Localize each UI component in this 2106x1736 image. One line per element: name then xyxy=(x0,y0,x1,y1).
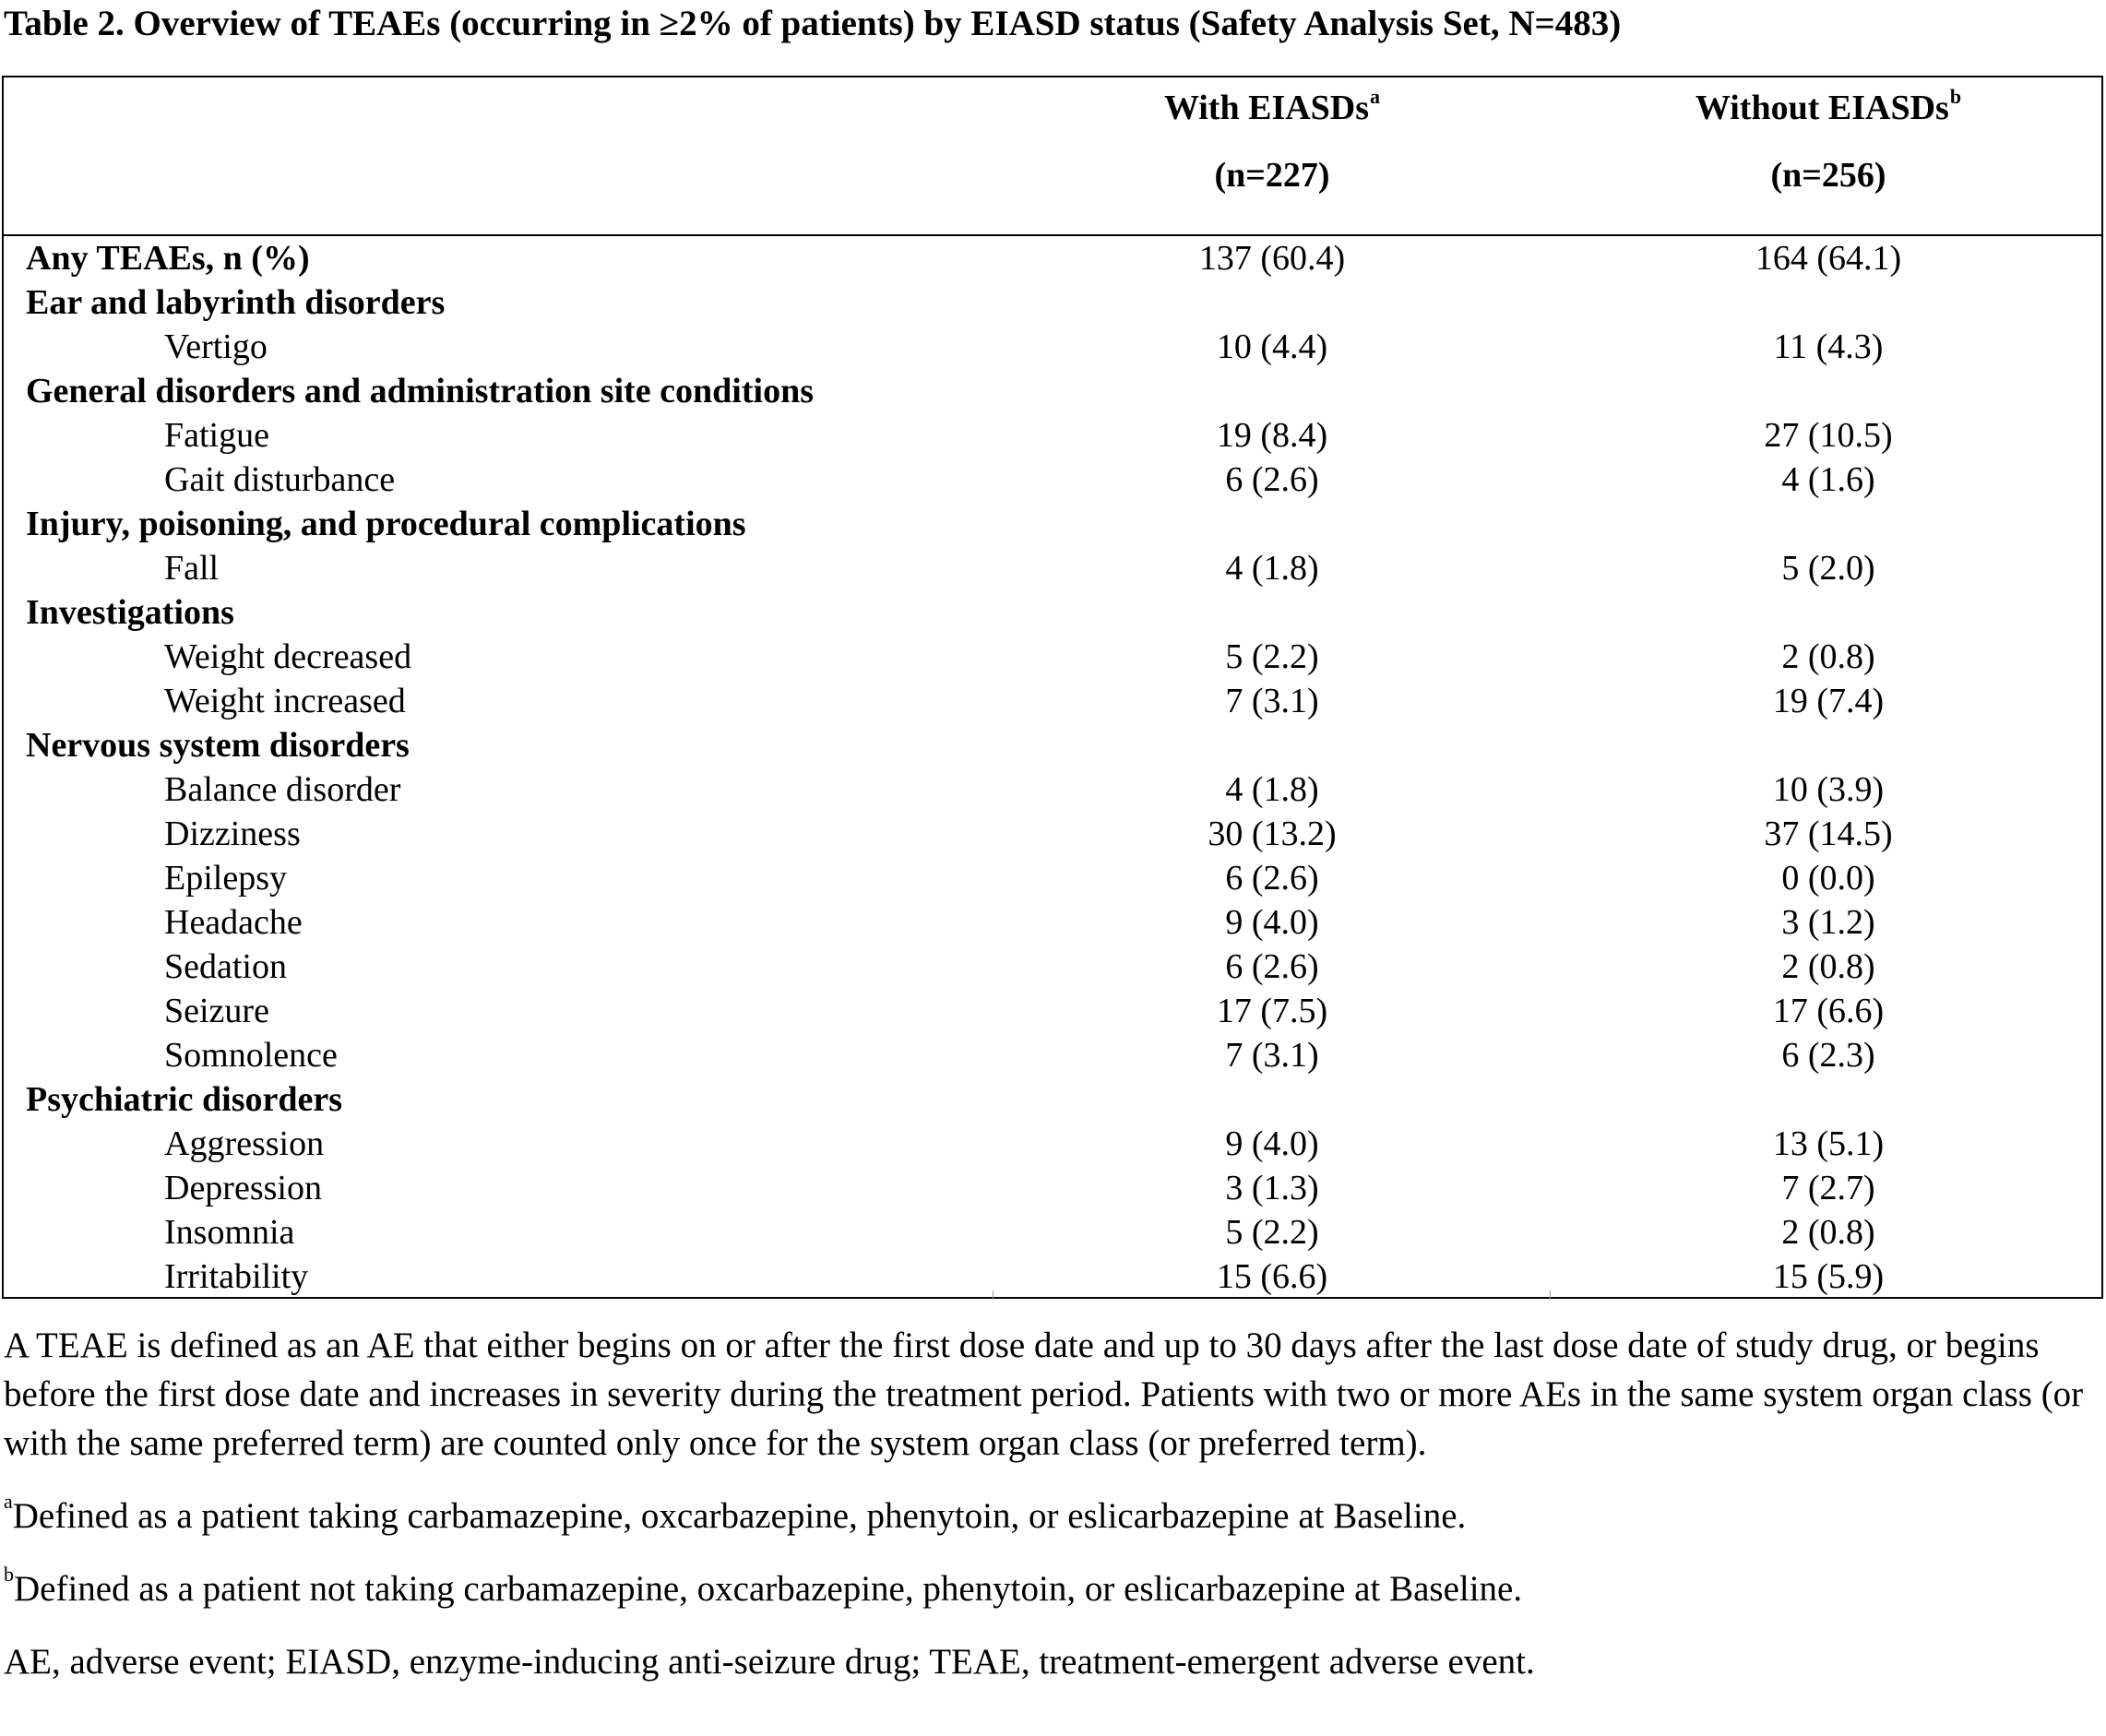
row-label: Insomnia xyxy=(164,1213,295,1252)
without-eiasds-value: 7 (2.7) xyxy=(1781,1169,1875,1207)
table-row xyxy=(4,1122,2101,1166)
with-eiasds-value: 6 (2.6) xyxy=(1225,460,1319,499)
with-eiasds-value: 4 (1.8) xyxy=(1225,549,1319,588)
table-title: Table 2. Overview of TEAEs (occurring in ≥2% of patients) by EIASD status (Safety Analysis Set, N=483) xyxy=(4,4,1622,43)
column-header-label: Without EIASDs$^b$ xyxy=(1695,85,1962,127)
with-eiasds-value: 17 (7.5) xyxy=(1216,992,1328,1030)
table-row xyxy=(4,1033,2101,1077)
with-eiasds-value: 4 (1.8) xyxy=(1225,770,1319,809)
with-eiasds-value: 5 (2.2) xyxy=(1225,1213,1319,1252)
row-label: Weight decreased xyxy=(164,637,412,676)
with-eiasds-value: 5 (2.2) xyxy=(1225,637,1319,676)
row-label: Investigations xyxy=(26,593,234,632)
table-row xyxy=(4,325,2101,369)
column-header-label: With EIASDs$^a$ xyxy=(1163,85,1381,127)
with-eiasds-value: 9 (4.0) xyxy=(1225,1124,1319,1163)
footnote-a: $^a$Defined as a patient taking carbamazepine, oxcarbazepine, phenytoin, or eslicarbazepine at Baseline. xyxy=(4,1490,1467,1536)
row-label: Ear and labyrinth disorders xyxy=(26,283,446,322)
table-row xyxy=(4,413,2101,458)
without-eiasds-value: 2 (0.8) xyxy=(1781,947,1875,986)
table-row xyxy=(4,635,2101,679)
row-label: Somnolence xyxy=(164,1036,338,1075)
column-header-n: (n=256) xyxy=(1770,156,1886,195)
row-label: Sedation xyxy=(164,947,287,986)
row-label: Headache xyxy=(164,903,303,942)
without-eiasds-value: 5 (2.0) xyxy=(1781,549,1875,588)
with-eiasds-value: 9 (4.0) xyxy=(1225,903,1319,942)
with-eiasds-value: 30 (13.2) xyxy=(1208,814,1337,853)
row-label: Seizure xyxy=(164,992,269,1030)
without-eiasds-value: 0 (0.0) xyxy=(1781,859,1875,898)
table-row xyxy=(4,945,2101,989)
row-label: Psychiatric disorders xyxy=(26,1080,343,1119)
row-label: Gait disturbance xyxy=(164,460,396,499)
without-eiasds-value: 27 (10.5) xyxy=(1764,416,1893,455)
table-row xyxy=(4,767,2101,812)
with-eiasds-value: 3 (1.3) xyxy=(1225,1169,1319,1207)
table-row xyxy=(4,546,2101,590)
row-label: Aggression xyxy=(164,1124,325,1163)
without-eiasds-value: 15 (5.9) xyxy=(1772,1257,1885,1296)
without-eiasds-value: 3 (1.2) xyxy=(1781,903,1875,942)
row-label: Fatigue xyxy=(164,416,269,455)
row-label: Any TEAEs, n (%) xyxy=(26,239,310,278)
column-header-n: (n=227) xyxy=(1214,156,1330,195)
row-label: Fall xyxy=(164,549,220,588)
table-row xyxy=(4,989,2101,1033)
table-row xyxy=(4,812,2101,856)
with-eiasds-value: 7 (3.1) xyxy=(1225,682,1319,720)
table-row xyxy=(4,458,2101,502)
with-eiasds-value: 19 (8.4) xyxy=(1216,416,1328,455)
column-header-without-eiasds xyxy=(1644,87,2013,196)
with-eiasds-value: 137 (60.4) xyxy=(1198,239,1346,278)
with-eiasds-value: 15 (6.6) xyxy=(1216,1257,1328,1296)
table-row xyxy=(4,1210,2101,1254)
without-eiasds-value: 13 (5.1) xyxy=(1772,1124,1885,1163)
without-eiasds-value: 37 (14.5) xyxy=(1764,814,1893,853)
row-label: Weight increased xyxy=(164,682,406,720)
without-eiasds-value: 11 (4.3) xyxy=(1773,327,1884,366)
abbreviations-note: AE, adverse event; EIASD, enzyme-inducing anti-seizure drug; TEAE, treatment-emergent adverse event. xyxy=(4,1642,1535,1682)
category-row xyxy=(4,1077,2101,1122)
without-eiasds-value: 2 (0.8) xyxy=(1781,1213,1875,1252)
with-eiasds-value: 7 (3.1) xyxy=(1225,1036,1319,1075)
without-eiasds-value: 17 (6.6) xyxy=(1772,992,1885,1030)
table-notes xyxy=(4,1321,2102,1686)
row-label: Nervous system disorders xyxy=(26,726,410,765)
without-eiasds-value: 164 (64.1) xyxy=(1755,239,1902,278)
category-row xyxy=(4,369,2101,413)
column-divider xyxy=(993,1290,994,1300)
without-eiasds-value: 4 (1.6) xyxy=(1781,460,1875,499)
footnote-b: $^b$Defined as a patient not taking carbamazepine, oxcarbazepine, phenytoin, or eslicarbazepine at Baseline. xyxy=(4,1563,1523,1609)
category-row xyxy=(4,280,2101,325)
row-label: Vertigo xyxy=(164,327,268,366)
category-row xyxy=(4,590,2101,635)
row-label: Depression xyxy=(164,1169,322,1207)
without-eiasds-value: 19 (7.4) xyxy=(1772,682,1885,720)
row-label: Balance disorder xyxy=(164,770,401,809)
row-label: Epilepsy xyxy=(164,859,287,898)
column-divider xyxy=(1550,1290,1551,1300)
row-label: General disorders and administration site conditions xyxy=(26,372,814,410)
without-eiasds-value: 6 (2.3) xyxy=(1781,1036,1875,1075)
category-row xyxy=(4,236,2101,280)
teae-table xyxy=(2,76,2103,1299)
with-eiasds-value: 10 (4.4) xyxy=(1216,327,1328,366)
table-row xyxy=(4,1166,2101,1210)
row-label: Dizziness xyxy=(164,814,301,853)
category-row xyxy=(4,723,2101,767)
without-eiasds-value: 2 (0.8) xyxy=(1781,637,1875,676)
with-eiasds-value: 6 (2.6) xyxy=(1225,947,1319,986)
without-eiasds-value: 10 (3.9) xyxy=(1772,770,1885,809)
row-label: Injury, poisoning, and procedural complications xyxy=(26,505,746,543)
table-row xyxy=(4,900,2101,945)
with-eiasds-value: 6 (2.6) xyxy=(1225,859,1319,898)
table-row xyxy=(4,856,2101,900)
table-row xyxy=(4,1254,2101,1299)
teae-definition-note: A TEAE is defined as an AE that either begins on or after the first dose date and up to 30 days after the last dose date of study drug, or begins before the first dose date and increases in severity during the treatment period. Patients with two or more AEs in the same system organ class (or with the same preferred term) are counted only once for the system organ class (or preferred term). xyxy=(4,1326,2084,1463)
row-label: Irritability xyxy=(164,1257,309,1296)
table-row xyxy=(4,679,2101,723)
column-header-with-eiasds xyxy=(1088,87,1457,196)
category-row xyxy=(4,502,2101,546)
